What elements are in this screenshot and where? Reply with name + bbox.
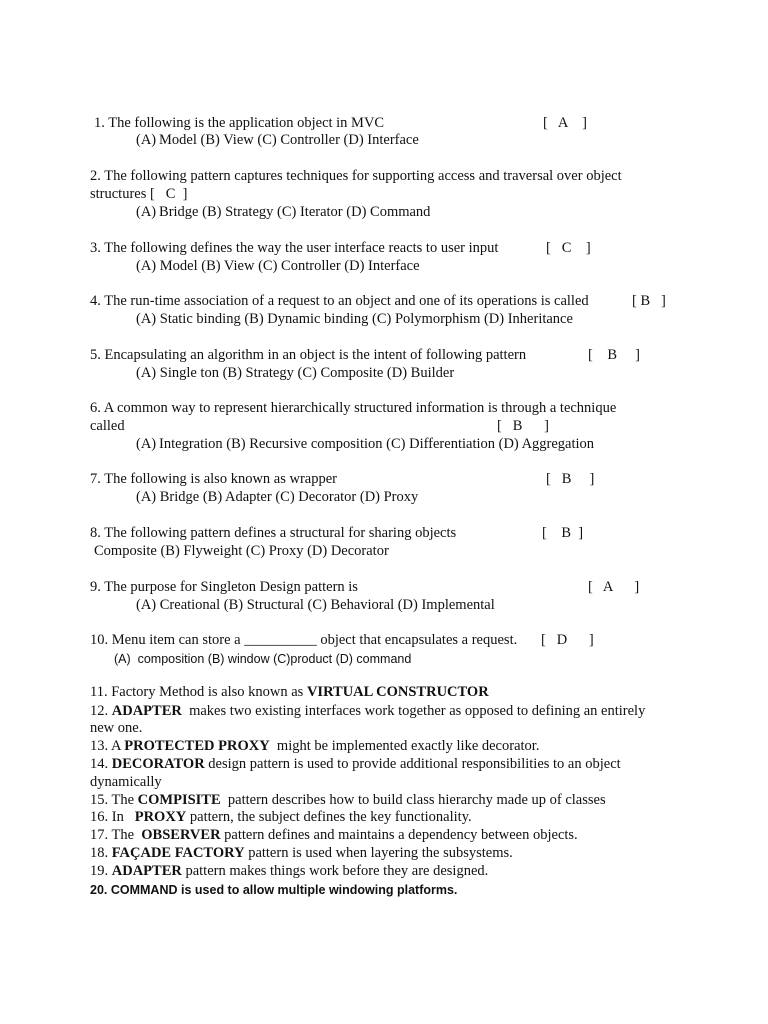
question-4-answer: [ B ] [632, 293, 666, 309]
question-8-answer: [ B ] [542, 525, 584, 541]
statement-17-term: OBSERVER [141, 827, 221, 843]
question-9-options: (A) Creational (B) Structural (C) Behavioral (D) Implemental [136, 597, 495, 613]
statement-12-term: ADAPTER [111, 703, 182, 719]
statement-14-cont: dynamically [90, 774, 162, 790]
question-4-options: (A) Static binding (B) Dynamic binding (C) Polymorphism (D) Inheritance [136, 311, 573, 327]
question-4-stem: 4. The run-time association of a request to an object and one of its operations is called [90, 293, 589, 309]
statement-16-term: PROXY [134, 809, 187, 825]
statement-15: 15. The COMPISITE pattern describes how to build class hierarchy made up of classes [90, 792, 606, 808]
question-3-options: (A) Model (B) View (C) Controller (D) Interface [136, 258, 420, 274]
statement-13: 13. A PROTECTED PROXY might be implemented exactly like decorator. [90, 738, 540, 754]
statement-14: 14. DECORATOR design pattern is used to provide additional responsibilities to an object [90, 756, 621, 772]
question-3-stem: 3. The following defines the way the user interface reacts to user input [90, 240, 499, 256]
question-10-answer: [ D ] [541, 632, 594, 648]
question-10-stem: 10. Menu item can store a __________ object that encapsulates a request. [90, 632, 518, 648]
question-7-answer: [ B ] [546, 471, 595, 487]
question-6-options: (A) Integration (B) Recursive composition (C) Differentiation (D) Aggregation [136, 436, 595, 452]
question-1-answer: [ A ] [543, 115, 587, 131]
question-1-options: (A) Model (B) View (C) Controller (D) Interface [136, 132, 419, 148]
question-2-stem: 2. The following pattern captures techniques for supporting access and traversal over object [90, 168, 622, 184]
question-9-stem: 9. The purpose for Singleton Design pattern is [90, 579, 358, 595]
statement-12: 12. ADAPTER makes two existing interfaces work together as opposed to defining an entirely [90, 703, 646, 719]
question-5-options: (A) Single ton (B) Strategy (C) Composite (D) Builder [136, 365, 455, 381]
question-3-answer: [ C ] [546, 240, 591, 256]
question-7-stem: 7. The following is also known as wrapper [90, 471, 337, 487]
statement-20: 20. COMMAND is used to allow multiple windowing platforms. [90, 883, 458, 897]
statement-11-term: VIRTUAL CONSTRUCTOR [306, 684, 489, 700]
statement-12-cont: new one. [90, 720, 143, 736]
statement-15-term: COMPISITE [137, 792, 221, 808]
statement-13-term: PROTECTED PROXY [124, 738, 270, 754]
statement-19-term: ADAPTER [111, 863, 182, 879]
statement-17: 17. The OBSERVER pattern defines and maintains a dependency between objects. [90, 827, 578, 843]
statement-20-term: COMMAND [110, 883, 178, 897]
statement-14-term: DECORATOR [111, 756, 205, 772]
question-6-stem-cont: called [90, 418, 125, 434]
question-7-options: (A) Bridge (B) Adapter (C) Decorator (D) Proxy [136, 489, 419, 505]
question-8-stem: 8. The following pattern defines a structural for sharing objects [90, 525, 457, 541]
question-10-options: (A) composition (B) window (C)product (D) command [114, 652, 412, 666]
statement-18: 18. FAÇADE FACTORY pattern is used when layering the subsystems. [90, 845, 513, 861]
question-8-options: Composite (B) Flyweight (C) Proxy (D) Decorator [94, 543, 389, 559]
question-5-answer: [ B ] [588, 347, 640, 363]
question-2-options: (A) Bridge (B) Strategy (C) Iterator (D) Command [136, 204, 431, 220]
statement-18-term: FAÇADE FACTORY [111, 845, 245, 861]
question-5-stem: 5. Encapsulating an algorithm in an object is the intent of following pattern [90, 347, 527, 363]
statement-11: 11. Factory Method is also known as VIRTUAL CONSTRUCTOR [90, 684, 489, 700]
statement-19: 19. ADAPTER pattern makes things work before they are designed. [90, 863, 489, 879]
question-6-stem: 6. A common way to represent hierarchically structured information is through a technique [90, 400, 617, 416]
question-2-stem-cont: structures [ C ] [90, 186, 188, 202]
question-1-stem: 1. The following is the application object in MVC [94, 115, 385, 131]
question-9-answer: [ A ] [588, 579, 640, 595]
question-6-answer: [ B ] [497, 418, 549, 434]
statement-16: 16. In PROXY pattern, the subject defines the key functionality. [90, 809, 472, 825]
